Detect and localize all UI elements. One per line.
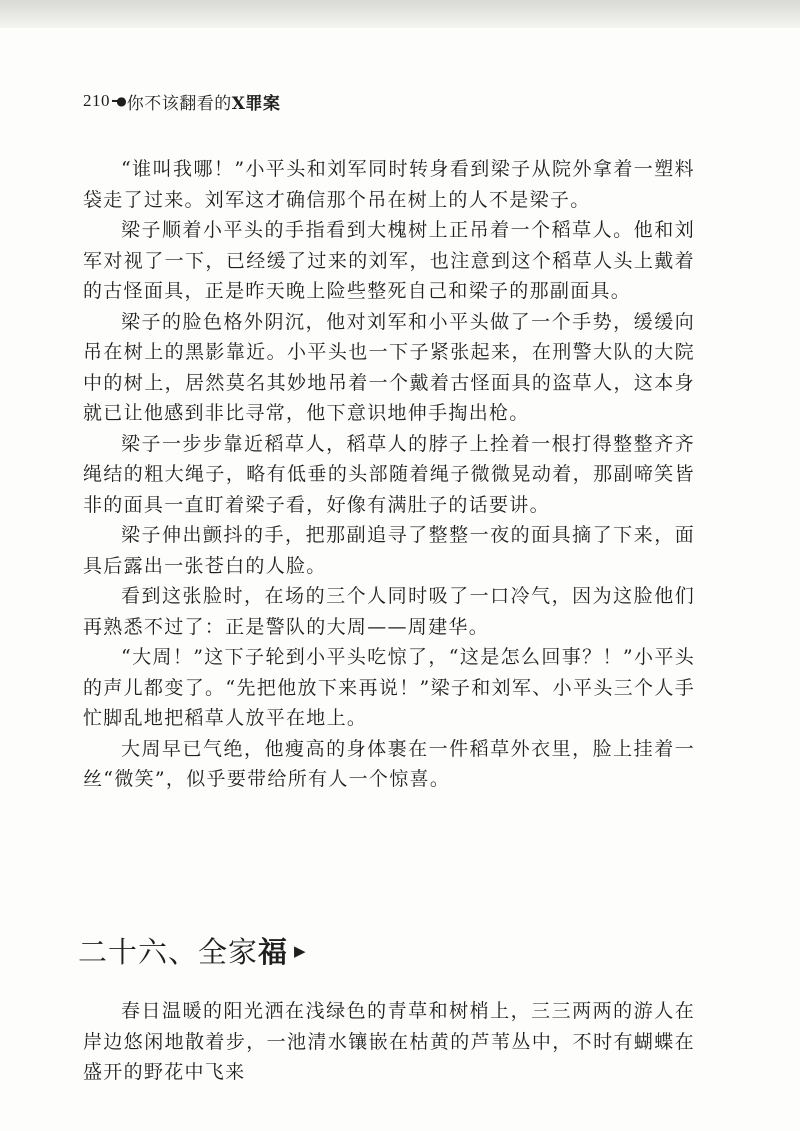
section-body [83,996,695,1088]
chapter-body [83,154,695,795]
book-title-bold: X罪案 [231,93,281,114]
paragraph: 梁子伸出颤抖的手，把那副追寻了整整一夜的面具摘了下来，面具后露出一张苍白的人脸。 [83,524,695,577]
section-heading-bold: 福 [258,935,289,969]
triangle-marker-icon: ▶ [294,941,307,960]
paragraph: 梁子一步步靠近稻草人，稻草人的脖子上拴着一根打得整整齐齐绳结的粗大绳子，略有低垂的头部随着绳子微微晃动着，那副啼笑皆非的面具一直盯着梁子看，好像有满肚子的话要讲。 [83,432,695,516]
paragraph: 春日温暖的阳光洒在浅绿色的青草和树梢上，三三两两的游人在岸边悠闲地散着步，一池清水镶嵌在枯黄的芦苇丛中，不时有蝴蝶在盛开的野花中飞来 [83,1000,695,1083]
page-number: 210 [83,91,110,110]
paragraph: 看到这张脸时，在场的三个人同时吸了一口冷气，因为这脸他们再熟悉不过了：正是警队的大周——周建华。 [83,585,695,638]
paragraph: 梁子顺着小平头的手指看到大槐树上正吊着一个稻草人。他和刘军对视了一下，已经缓了过来的刘军，也注意到这个稻草人头上戴着的古怪面具，正是昨天晚上险些整死自己和梁子的那副面具。 [83,219,695,302]
running-header [83,89,280,113]
paragraph: “大周！”这下子轮到小平头吃惊了，“这是怎么回事？！”小平头的声儿都变了。“先把他放下来再说！”梁子和刘军、小平头三个人手忙脚乱地把稻草人放平在地上。 [83,646,695,729]
paragraph: 梁子的脸色格外阴沉，他对刘军和小平头做了一个手势，缓缓向吊在树上的黑影靠近。小平头也一下子紧张起来，在刑警大队的大院中的树上，居然莫名其妙地吊着一个戴着古怪面具的盗草人，这本身就已让他感到非比寻常，他下意识地伸手掏出枪。 [83,310,695,424]
paragraph: “谁叫我哪！”小平头和刘军同时转身看到梁子从院外拿着一塑料袋走了过来。刘军这才确信那个吊在树上的人不是梁子。 [83,158,695,211]
section-heading [78,930,307,971]
scan-edge-shadow [0,0,800,28]
book-title-prefix: 你不该翻看的 [126,93,232,114]
bullet-arrow-icon: ━● [112,94,124,108]
paragraph: 大周早已气绝，他瘦高的身体裹在一件稻草外衣里，脸上挂着一丝“微笑”，似乎要带给所有人一个惊喜。 [83,737,695,790]
section-heading-prefix: 二十六、全家 [78,935,259,969]
